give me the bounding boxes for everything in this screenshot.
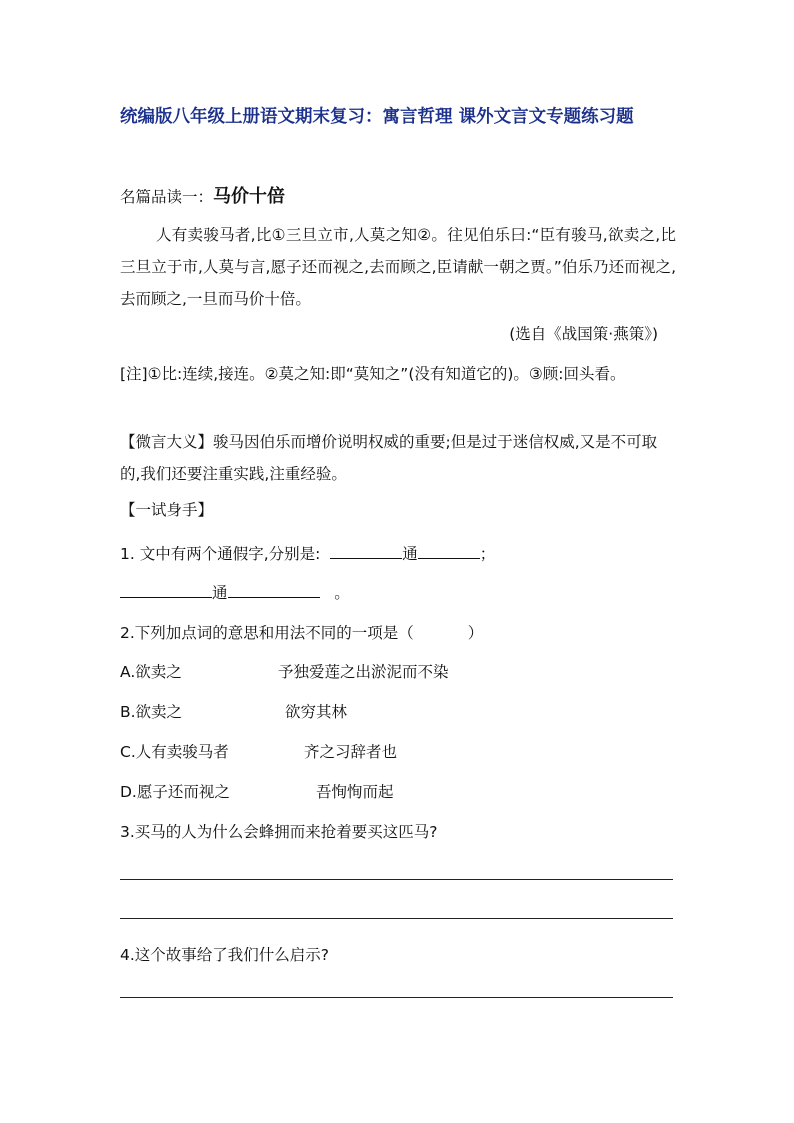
question-1-tong-1: 通 xyxy=(402,545,418,563)
section-heading-name: 马价十倍 xyxy=(213,186,286,207)
question-1-tong-2: 通 xyxy=(212,584,228,602)
option-c: C.人有卖骏马者 xyxy=(120,743,229,761)
question-1-text: 1. 文中有两个通假字,分别是: xyxy=(120,545,321,563)
question-1-semicolon: ； xyxy=(479,545,496,563)
question-2-close-paren: ） xyxy=(467,624,484,642)
answer-line[interactable] xyxy=(120,918,673,919)
answer-blank[interactable] xyxy=(228,583,320,598)
text-source: (选自《战国策·燕策》) xyxy=(509,325,658,343)
option-a-compare: 予独爱莲之出淤泥而不染 xyxy=(278,663,449,681)
question-2-text: 2.下列加点词的意思和用法不同的一项是（ xyxy=(120,624,414,642)
answer-line[interactable] xyxy=(120,997,673,998)
option-c-compare: 齐之习辞者也 xyxy=(304,743,398,761)
option-d: D.愿子还而视之 xyxy=(120,783,230,801)
answer-blank[interactable] xyxy=(418,544,480,559)
section-heading-prefix: 名篇品读一： xyxy=(120,188,214,206)
classical-text: 人有卖骏马者,比①三旦立市,人莫之知②。往见伯乐曰:“臣有骏马,欲卖之,比三旦立于市,人莫与言,愿子还而视之,去而顾之,臣请献一朝之贾。”伯乐乃还而视之,去而顾之,一旦而马价十倍。 xyxy=(120,226,676,308)
section-heading xyxy=(120,182,285,208)
exercise-heading: 【一试身手】 xyxy=(120,501,214,519)
annotation-note: [注]①比:连续,接连。②莫之知:即“莫知之”(没有知道它的)。③顾:回头看。 xyxy=(120,365,626,383)
option-b: B.欲卖之 xyxy=(120,703,183,721)
option-a: A.欲卖之 xyxy=(120,663,182,681)
question-1-end: 。 xyxy=(334,584,350,602)
question-1 xyxy=(120,542,495,564)
option-d-compare: 吾恂恂而起 xyxy=(316,783,394,801)
answer-blank[interactable] xyxy=(120,583,212,598)
answer-line[interactable] xyxy=(120,879,673,880)
question-4: 4.这个故事给了我们什么启示? xyxy=(120,946,330,964)
question-2 xyxy=(120,621,483,643)
answer-blank[interactable] xyxy=(330,544,402,559)
question-1-continued xyxy=(120,581,350,603)
question-3: 3.买马的人为什么会蜂拥而来抢着要买这匹马? xyxy=(120,823,438,841)
option-b-compare: 欲穷其林 xyxy=(285,703,348,721)
document-title: 统编版八年级上册语文期末复习：寓言哲理 课外文言文专题练习题 xyxy=(120,107,634,127)
moral-paragraph: 【微言大义】骏马因伯乐而增价说明权威的重要;但是过于迷信权威,又是不可取的,我们还要注重实践,注重经验。 xyxy=(120,433,658,483)
